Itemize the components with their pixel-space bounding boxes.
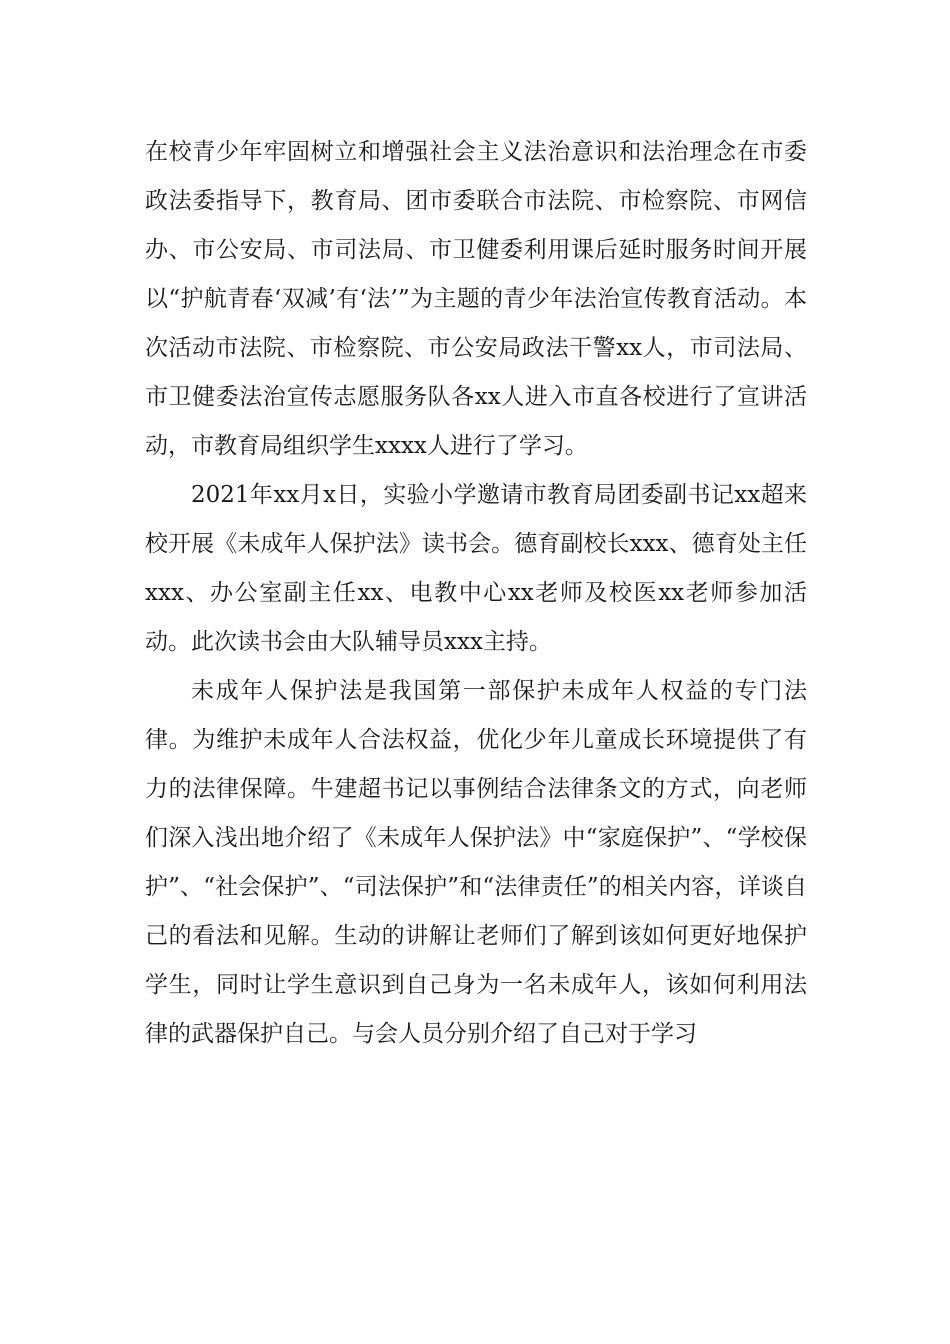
paragraph-2: 2021年xx月x日，实验小学邀请市教育局团委副书记xx超来校开展《未成年人保护法》读书会。德育副校长xxx、德育处主任xxx、办公室副主任xx、电教中心xx老师及校医xx老师参加活动。此次读书会由大队辅导员xxx主持。 [145,482,807,655]
paragraph-1: 在校青少年牢固树立和增强社会主义法治意识和法治理念在市委政法委指导下，教育局、团市委联合市法院、市检察院、市网信办、市公安局、市司法局、市卫健委利用课后延时服务时间开展以“护航青春‘双减’有‘法’”为主题的青少年法治宣传教育活动。本次活动市法院、市检察院、市公安局政法干警xx人，市司法局、市卫健委法治宣传志愿服务队各xx人进入市直各校进行了宣讲活动，市教育局组织学生xxxx人进行了学习。 [145,139,807,459]
document-body [145,128,807,1059]
paragraph-3: 未成年人保护法是我国第一部保护未成年人权益的专门法律。为维护未成年人合法权益，优化少年儿童成长环境提供了有力的法律保障。牛建超书记以事例结合法律条文的方式，向老师们深入浅出地介绍了《未成年人保护法》中“家庭保护”、“学校保护”、“社会保护”、“司法保护”和“法律责任”的相关内容，详谈自己的看法和见解。生动的讲解让老师们了解到该如何更好地保护学生，同时让学生意识到自己身为一名未成年人，该如何利用法律的武器保护自己。与会人员分别介绍了自己对于学习 [145,678,807,1047]
